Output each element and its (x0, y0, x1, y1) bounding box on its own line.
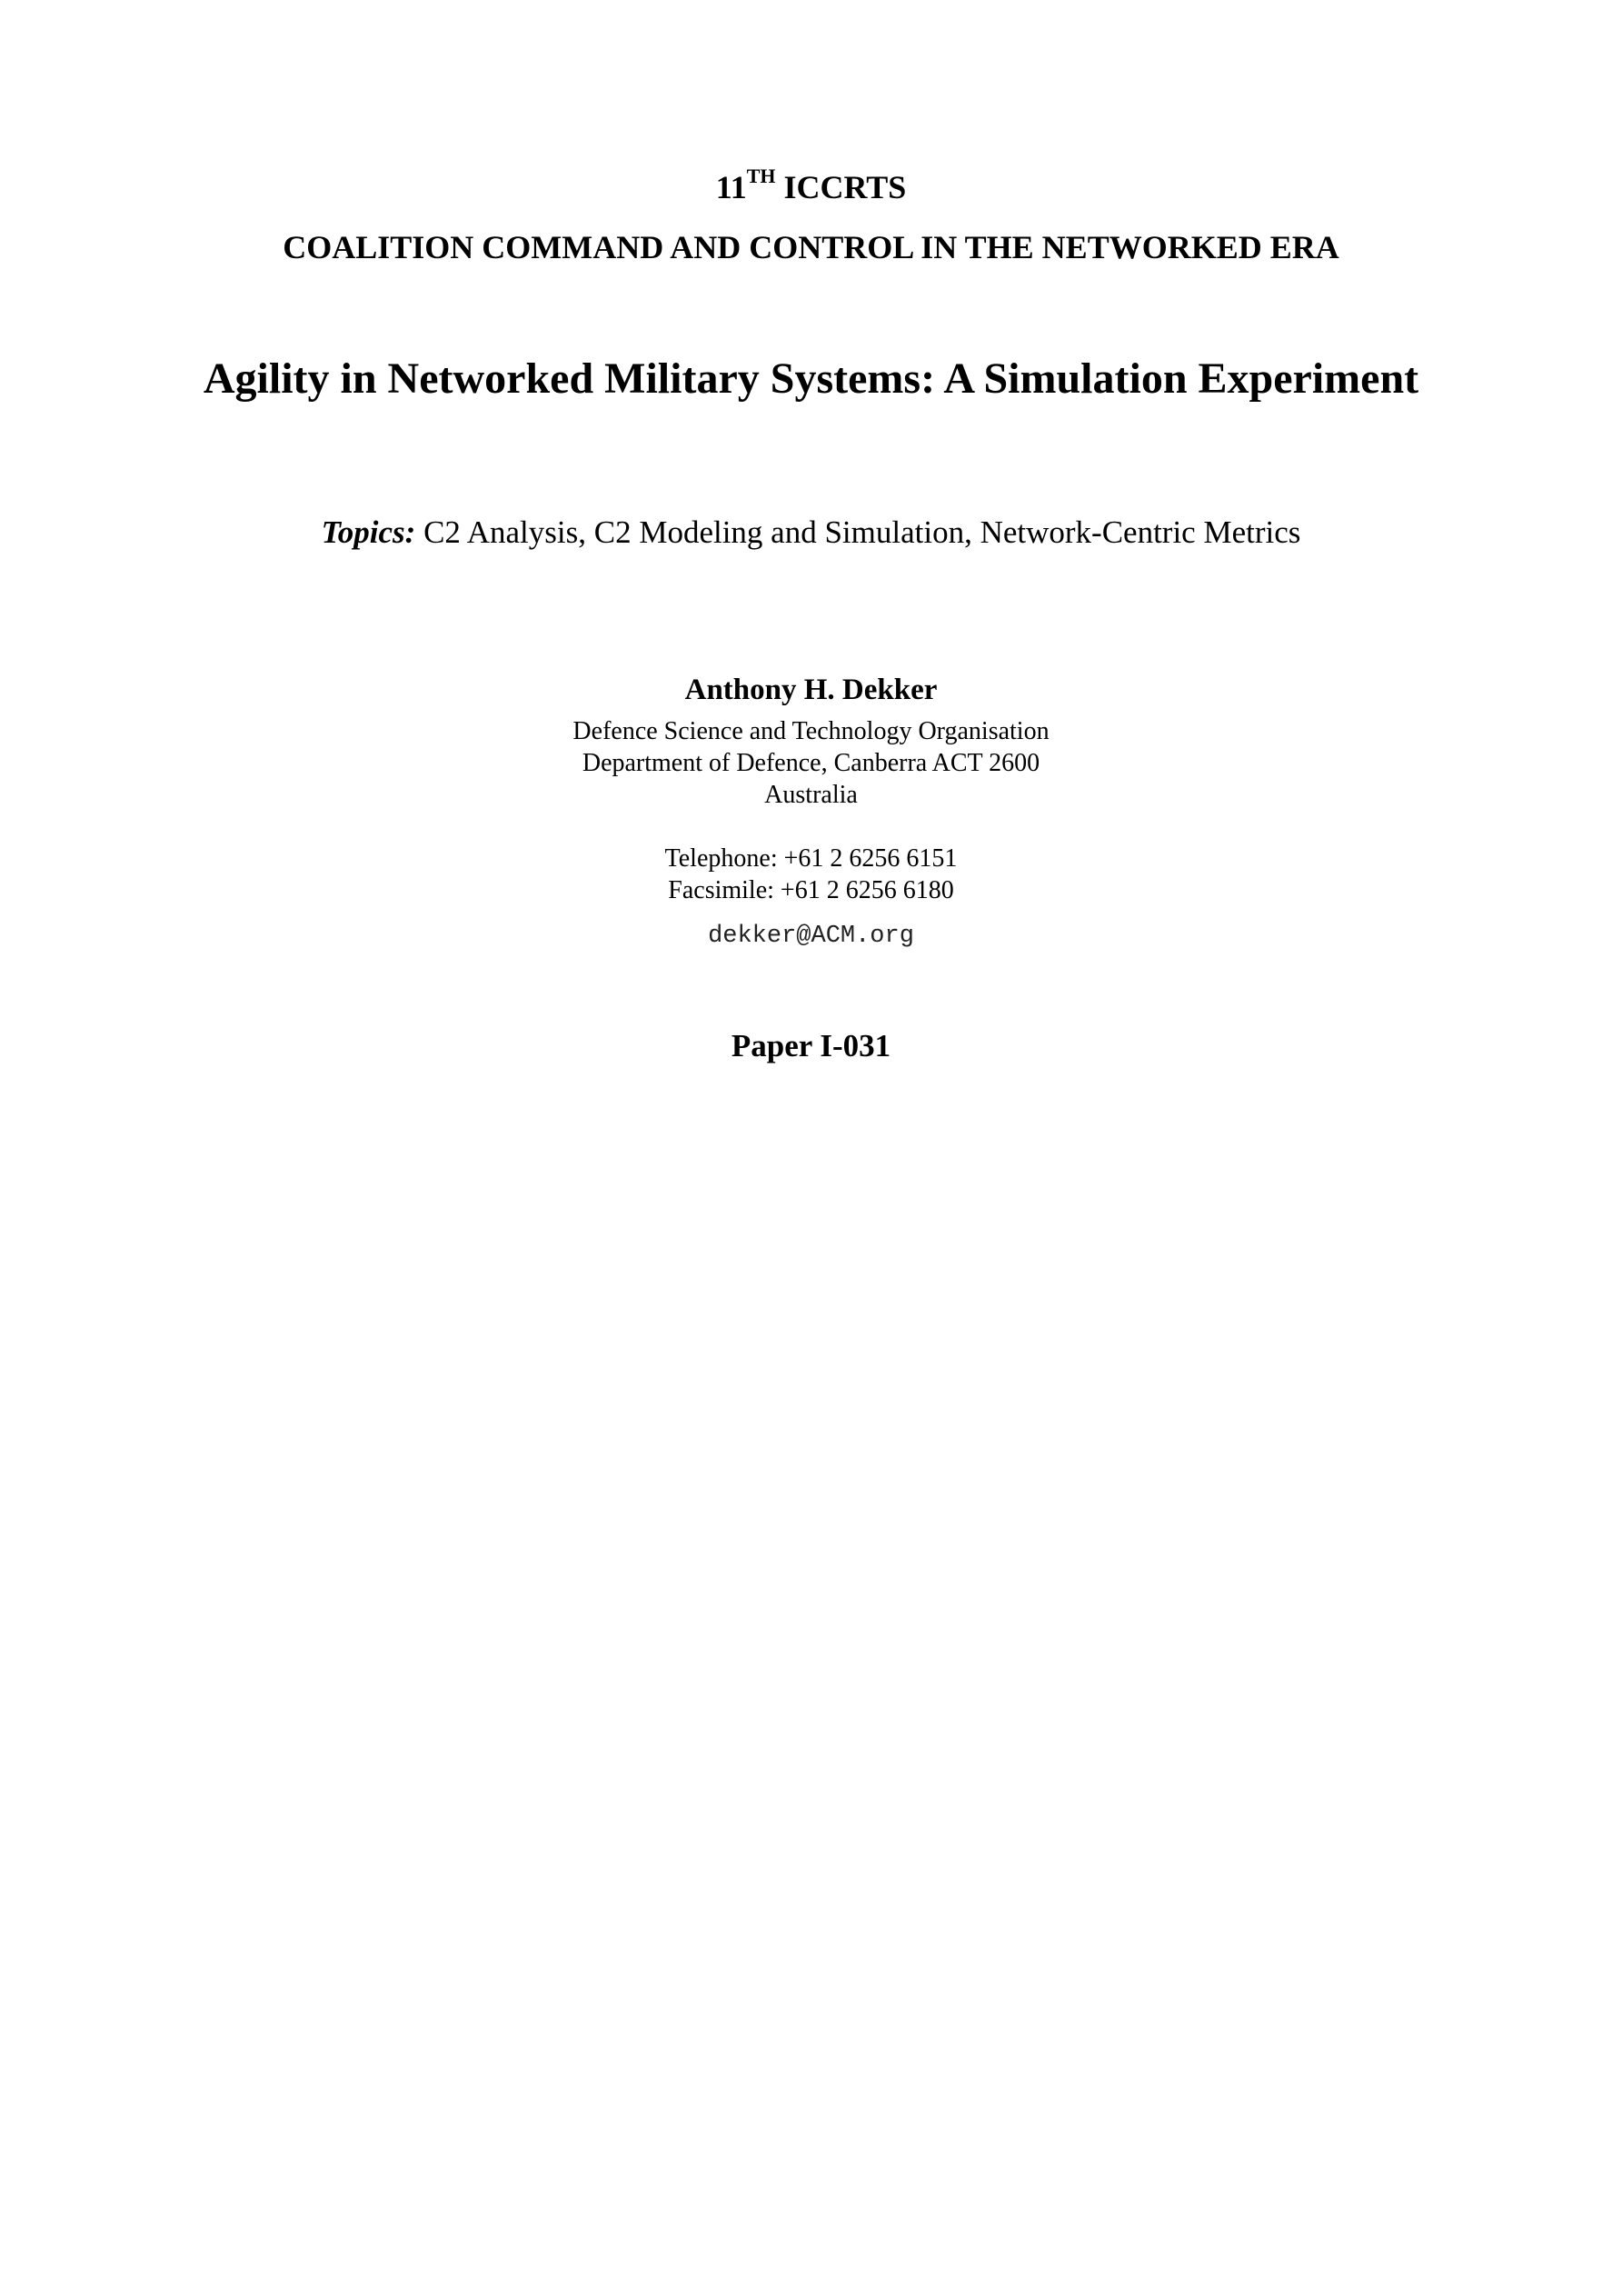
paper-title: Agility in Networked Military Systems: A Simulation Experiment (203, 354, 1419, 403)
conference-acronym: ICCRTS (783, 169, 907, 205)
conference-theme: COALITION COMMAND AND CONTROL IN THE NETWORKED ERA (283, 229, 1339, 265)
author-email: dekker@ACM.org (708, 923, 914, 950)
topics-text: C2 Analysis, C2 Modeling and Simulation, Network-Centric Metrics (423, 514, 1301, 550)
conference-number-suffix: TH (746, 165, 776, 187)
author-name: Anthony H. Dekker (684, 674, 938, 706)
author-affiliation-department: Department of Defence, Canberra ACT 2600 (582, 749, 1040, 777)
author-affiliation-country: Australia (764, 781, 858, 809)
author-telephone: Telephone: +61 2 6256 6151 (664, 844, 958, 873)
paper-id: Paper I-031 (731, 1028, 891, 1063)
conference-number (0, 165, 1622, 205)
topics-label: Topics: (321, 514, 416, 550)
conference-number-value: 11 (715, 169, 747, 205)
author-facsimile: Facsimile: +61 2 6256 6180 (668, 876, 954, 904)
topics-line (0, 516, 1622, 548)
author-affiliation-organisation: Defence Science and Technology Organisation (572, 717, 1050, 745)
